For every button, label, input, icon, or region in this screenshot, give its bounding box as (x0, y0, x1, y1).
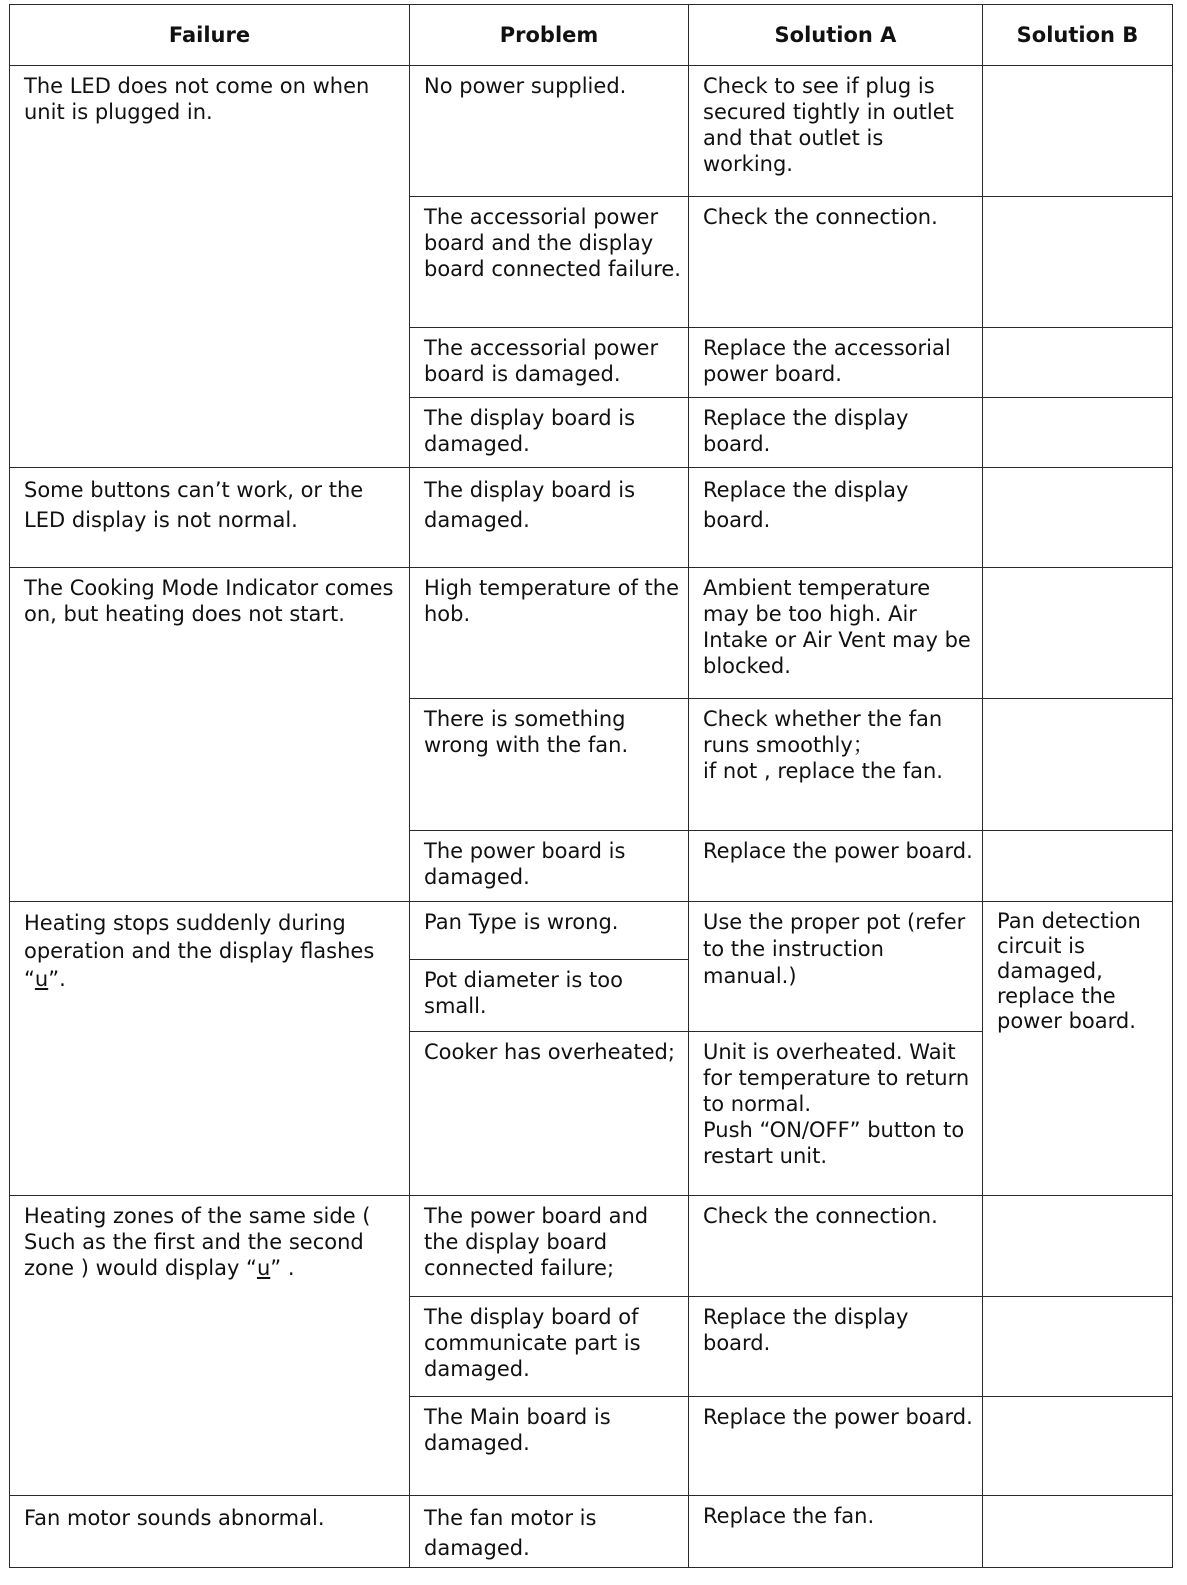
solution-b-cell (983, 831, 1173, 902)
solution-a-cell: Replace the display board. (689, 468, 983, 568)
header-failure: Failure (10, 5, 410, 66)
failure-cell: Some buttons can’t work, or the LED display is not normal. (10, 468, 410, 568)
problem-cell: The accessorial power board and the display board connected failure. (410, 197, 689, 328)
solution-a-cell: Check to see if plug is secured tightly in outlet and that outlet is working. (689, 66, 983, 197)
solution-b-cell (983, 66, 1173, 197)
solution-a-cell: Replace the power board. (689, 1397, 983, 1496)
solution-b-cell (983, 1496, 1173, 1568)
solution-a-line: if not , replace the fan. (703, 759, 943, 783)
problem-cell: High temperature of the hob. (410, 568, 689, 699)
solution-a-line: Push “ON/OFF” button to restart unit. (703, 1118, 965, 1168)
solution-b-cell (983, 568, 1173, 699)
solution-a-cell: Ambient temperature may be too high. Air Intake or Air Vent may be blocked. (689, 568, 983, 699)
solution-b-cell (983, 328, 1173, 398)
solution-b-cell (983, 1196, 1173, 1297)
problem-cell: The accessorial power board is damaged. (410, 328, 689, 398)
problem-cell: The Main board is damaged. (410, 1397, 689, 1496)
table-row (10, 66, 1173, 197)
problem-cell: The fan motor is damaged. (410, 1496, 689, 1568)
solution-b-cell (983, 699, 1173, 831)
solution-a-cell: Replace the display board. (689, 398, 983, 468)
header-solution-b: Solution B (983, 5, 1173, 66)
solution-a-cell (689, 1032, 983, 1196)
table-row (10, 468, 1173, 568)
solution-a-line: Unit is overheated. Wait for temperature to return to normal. (703, 1040, 970, 1116)
troubleshooting-table (9, 4, 1173, 1568)
error-code: u (256, 1256, 271, 1280)
problem-cell: The display board is damaged. (410, 468, 689, 568)
problem-cell: The power board and the display board connected failure; (410, 1196, 689, 1297)
header-solution-a: Solution A (689, 5, 983, 66)
problem-cell: Pan Type is wrong. (410, 902, 689, 960)
solution-a-cell: Use the proper pot (refer to the instruction manual.) (689, 902, 983, 1032)
failure-cell (10, 1196, 410, 1496)
solution-a-cell: Check the connection. (689, 1196, 983, 1297)
solution-a-cell: Replace the power board. (689, 831, 983, 902)
solution-a-cell: Check the connection. (689, 197, 983, 328)
problem-cell: The display board is damaged. (410, 398, 689, 468)
solution-a-cell: Replace the fan. (689, 1496, 983, 1568)
problem-cell: There is something wrong with the fan. (410, 699, 689, 831)
error-code: u (34, 967, 49, 991)
table-row (10, 1196, 1173, 1297)
failure-cell: Fan motor sounds abnormal. (10, 1496, 410, 1568)
problem-cell: The power board is damaged. (410, 831, 689, 902)
failure-cell (10, 902, 410, 1196)
solution-b-cell (983, 398, 1173, 468)
solution-b-cell: Pan detection circuit is damaged, replace the power board. (983, 902, 1173, 1196)
problem-cell: Cooker has overheated; (410, 1032, 689, 1196)
failure-text-end: ” . (270, 1256, 295, 1280)
solution-a-cell (689, 699, 983, 831)
failure-cell: The Cooking Mode Indicator comes on, but heating does not start. (10, 568, 410, 902)
header-problem: Problem (410, 5, 689, 66)
problem-cell: Pot diameter is too small. (410, 960, 689, 1032)
solution-a-cell: Replace the display board. (689, 1297, 983, 1397)
problem-cell: No power supplied. (410, 66, 689, 197)
table-row (10, 1496, 1173, 1568)
solution-a-cell: Replace the accessorial power board. (689, 328, 983, 398)
failure-text: Heating zones of the same side ( Such as the first and the second zone ) would display “ (24, 1204, 371, 1280)
solution-b-cell (983, 1397, 1173, 1496)
solution-b-cell (983, 197, 1173, 328)
failure-text: Heating stops suddenly during operation and the display flashes “ (24, 911, 375, 991)
solution-b-cell (983, 468, 1173, 568)
table-row (10, 902, 1173, 960)
problem-cell: The display board of communicate part is damaged. (410, 1297, 689, 1397)
solution-b-cell (983, 1297, 1173, 1397)
header-row (10, 5, 1173, 66)
failure-cell: The LED does not come on when unit is plugged in. (10, 66, 410, 468)
solution-a-line: Check whether the fan runs smoothly； (703, 707, 943, 757)
failure-text-end: ”. (48, 967, 66, 991)
table-row (10, 568, 1173, 699)
